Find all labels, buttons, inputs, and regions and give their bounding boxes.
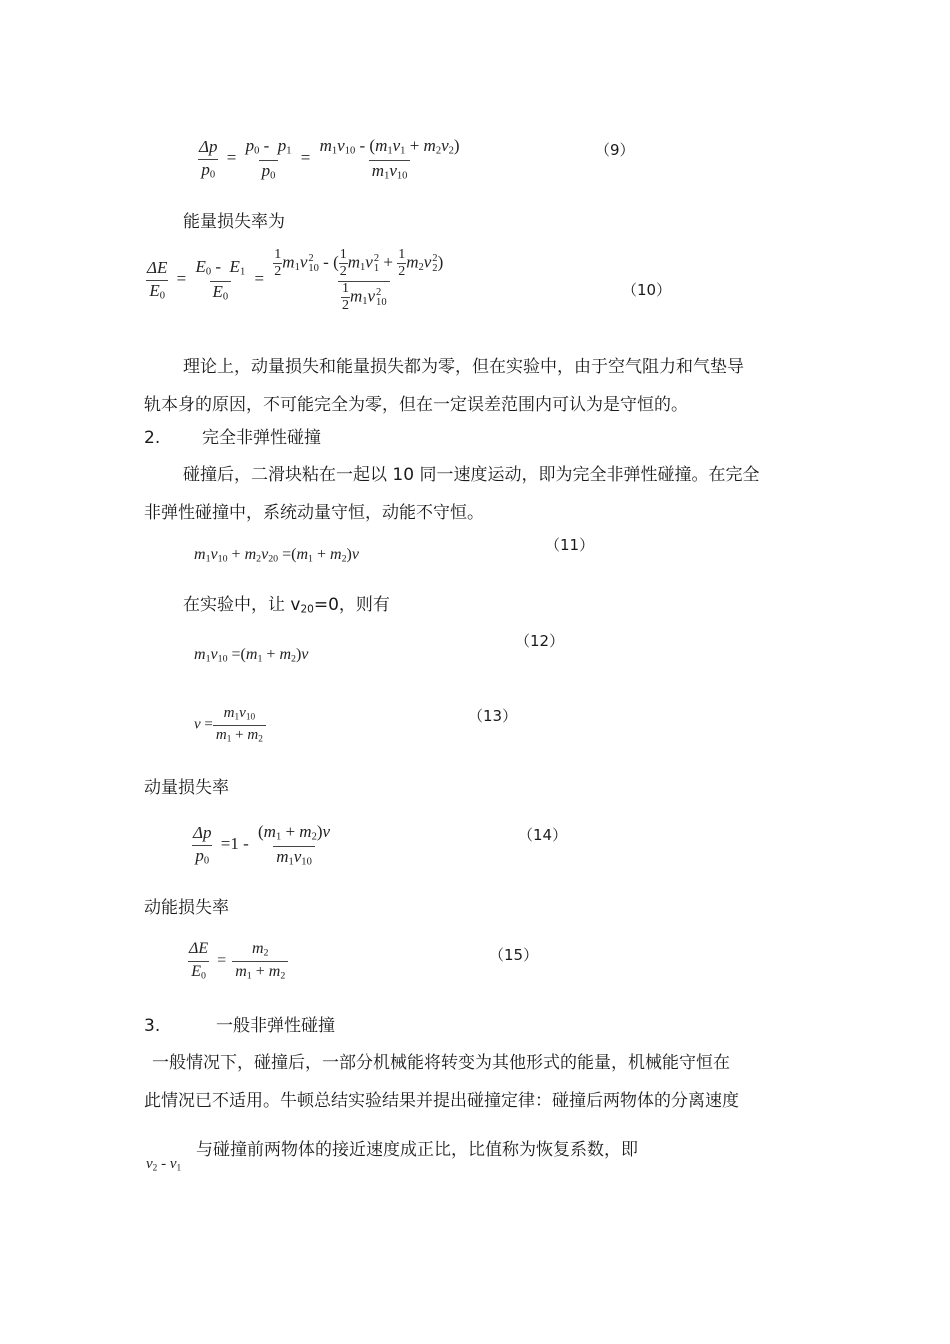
paragraph-line: 轨本身的原因，不可能完全为零，但在一定误差范围内可认为是守恒的。 [144, 395, 688, 415]
equation-9: $\frac{\Delta p}{p_0}$ = $\frac{p_0 - p_1}{p_0}$ = $\frac{m_1v_{10} - (m_1v_1 + m_2v_2)}{m_1v_{10}}$ [196, 136, 463, 183]
eq14-lhs-fraction: $\frac{\Delta p}{p_0}$ [193, 823, 212, 867]
equation-9-number: （9） [595, 141, 635, 159]
eq9-mid-fraction: $\frac{p_0 - p_1}{p_0}$ [245, 136, 292, 182]
paragraph-line: 理论上，动量损失和能量损失都为零，但在实验中，由于空气阻力和气垫导 [183, 357, 744, 377]
eq10-lhs-fraction: $\frac{\Delta E}{E_0}$ [147, 258, 168, 302]
eq10-mid-fraction: $\frac{E_0 - E_1}{E_0}$ [195, 257, 246, 303]
section-3-title: 一般非弹性碰撞 [216, 1016, 335, 1036]
eq13-fraction: $\frac{m_1v_{10}}{m_1 + m_2}$ [213, 705, 266, 745]
equation-10: $\frac{\Delta E}{E_0}$ = $\frac{E_0 - E_1}{E_0}$ = $\frac{1}{2}$ $m_1v$ 2 10 - ( $\frac{1}{2}$ $m_1v$ 2 1 + $\frac{1}{2}$ $m_2v$ 2 2 ) $\frac{1}{2}$ $m_1v$ 2 10 [144, 248, 457, 313]
equation-12: $m_1v_{10} =(m_1 + m_2)v$ [194, 646, 309, 665]
section-3-number: 3. [144, 1016, 161, 1036]
paragraph-line: 非弹性碰撞中，系统动量守恒，动能不守恒。 [144, 503, 484, 523]
paragraph-line: 此情况已不适用。牛顿总结实验结果并提出碰撞定律：碰撞后两物体的分离速度 [144, 1091, 739, 1111]
equation-13: v = $\frac{m_1v_{10}}{m_1 + m_2}$ [194, 705, 266, 745]
energy-loss-label: 能量损失率为 [183, 212, 285, 232]
equation-10-number: （10） [622, 281, 672, 299]
eq14-rhs-fraction: $\frac{(m_1 + m_2)v}{m_1v_{10}}$ [257, 822, 331, 868]
eq15-lhs-fraction: $\frac{\Delta E}{E_0}$ [189, 940, 209, 982]
eq9-rhs-fraction: $\frac{m_1v_{10} - (m_1v_1 + m_2v_2)}{m_1v_{10}}$ [319, 136, 460, 182]
equation-12-number: （12） [515, 632, 565, 650]
momentum-loss-label: 动量损失率 [144, 778, 229, 798]
equation-11: $m_1v_{10} + m_2v_{20} =(m_1 + m_2)v$ [194, 546, 359, 565]
equation-11-number: （11） [545, 536, 595, 554]
eq10-rhs-fraction: $\frac{1}{2}$ $m_1v$ 2 10 - ( $\frac{1}{2}$ $m_1v$ 2 1 + $\frac{1}{2}$ $m_2v$ 2 2 ) $\frac{1}{2}$ $m_1v$ 2 10 [274, 247, 444, 313]
eq15-rhs-fraction: $\frac{m_2}{m_1 + m_2}$ [232, 940, 288, 982]
equation-13-number: （13） [468, 707, 518, 725]
paragraph-line: 与碰撞前两物体的接近速度成正比，比值称为恢复系数，即 [196, 1140, 638, 1160]
section-2-number: 2. [144, 428, 161, 448]
condition-suffix: =0，则有 [313, 595, 390, 615]
condition-subscript: 20 [300, 603, 314, 616]
kinetic-loss-label: 动能损失率 [144, 898, 229, 918]
eq9-lhs-fraction: $\frac{\Delta p}{p_0}$ [199, 137, 218, 181]
section-2-title: 完全非弹性碰撞 [202, 428, 321, 448]
paragraph-line: 一般情况下，碰撞后，一部分机械能将转变为其他形式的能量，机械能守恒在 [152, 1053, 730, 1073]
equation-15-number: （15） [489, 946, 539, 964]
equation-14: $\frac{\Delta p}{p_0}$ =1 - $\frac{(m_1 + m_2)v}{m_1v_{10}}$ [190, 822, 333, 869]
condition-prefix: 在实验中，让 v [183, 595, 301, 615]
paragraph-line: 碰撞后，二滑块粘在一起以 10 同一速度运动，即为完全非弹性碰撞。在完全 [183, 465, 760, 485]
equation-15: $\frac{\Delta E}{E_0}$ = $\frac{m_2}{m_1 + m_2}$ [186, 940, 288, 982]
separation-velocity-expression: $v_2 - v_1$ [146, 1156, 182, 1174]
equation-14-number: （14） [518, 826, 568, 844]
experiment-condition [183, 595, 390, 620]
